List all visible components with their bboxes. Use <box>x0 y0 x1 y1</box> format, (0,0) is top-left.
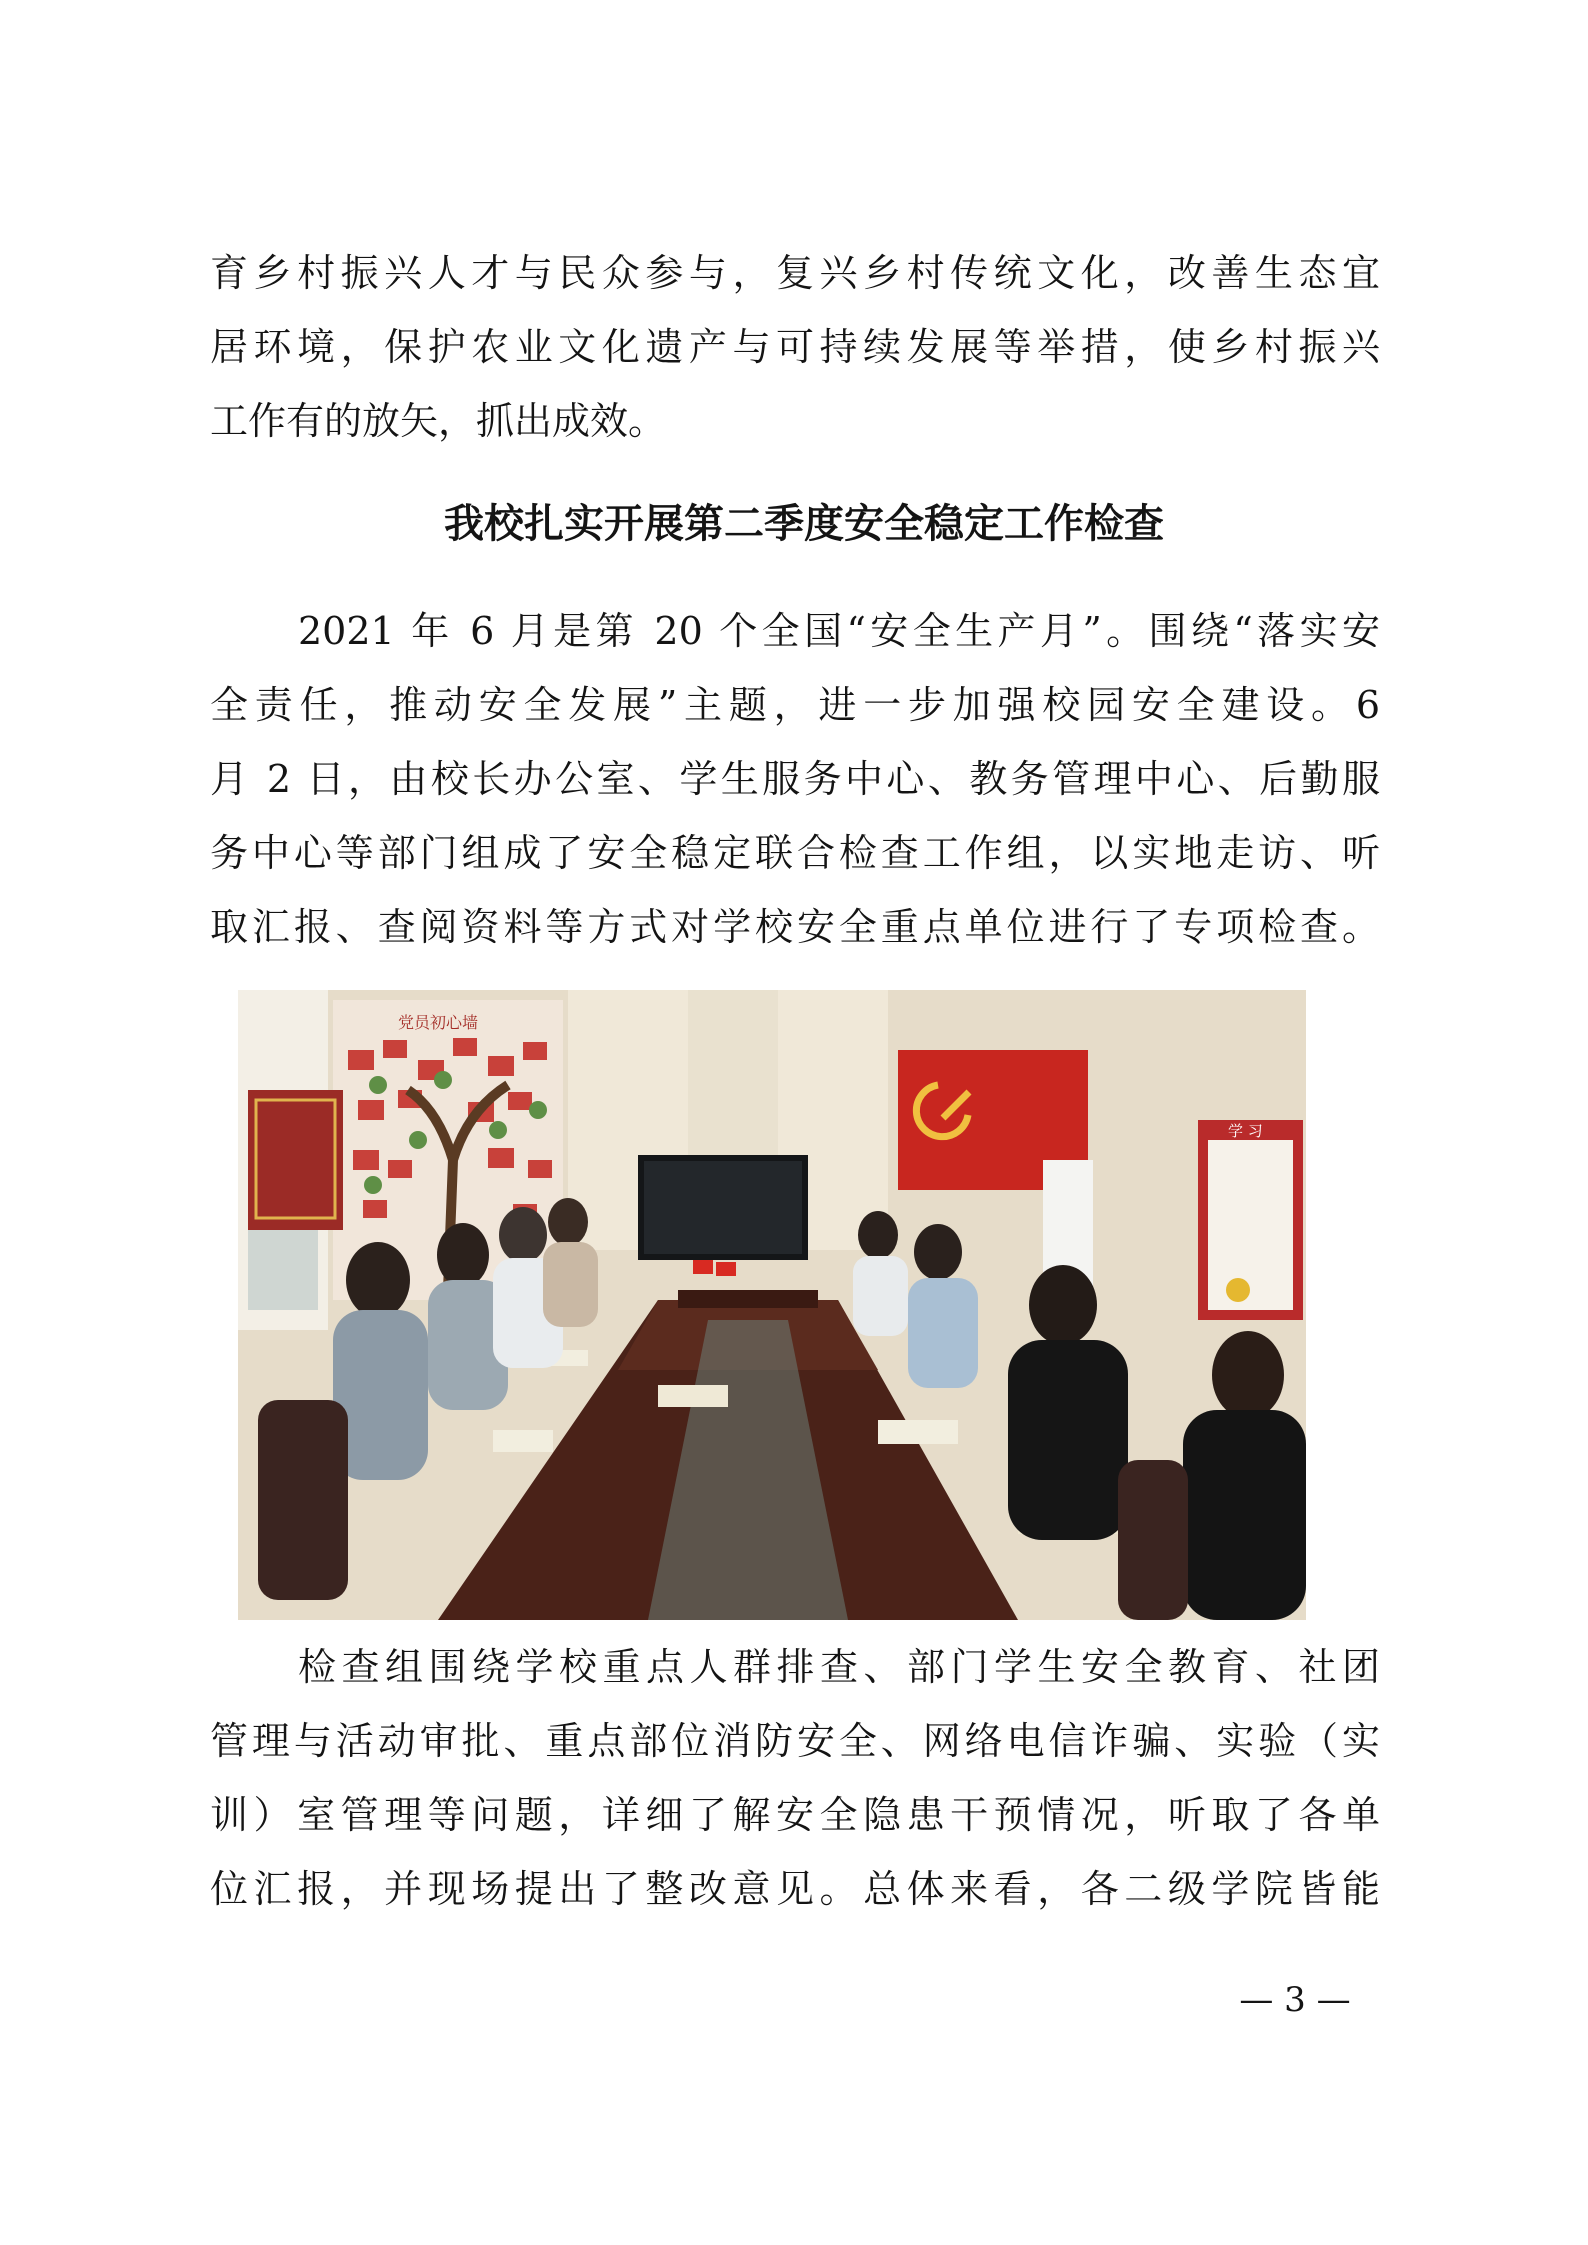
top-paragraph-line-3: 工作有的放矢，抓出成效。 <box>210 399 667 443</box>
paragraph2-line-2: 管理与活动审批、重点部位消防安全、网络电信诈骗、实验（实 <box>210 1719 1380 1763</box>
paragraph1-line-3: 月 2 日，由校长办公室、学生服务中心、教务管理中心、后勤服 <box>210 757 1380 801</box>
poster-text: 党员初心墙 <box>398 1013 479 1032</box>
meeting-photo <box>238 990 1306 1620</box>
top-paragraph-line-2: 居环境，保护农业文化遗产与可持续发展等举措，使乡村振兴 <box>210 325 1380 369</box>
paragraph1-line-2: 全责任，推动安全发展”主题，进一步加强校园安全建设。6 <box>210 683 1380 727</box>
paragraph1-line-5: 取汇报、查阅资料等方式对学校安全重点单位进行了专项检查。 <box>210 905 1380 949</box>
paragraph1-line-1: 2021 年 6 月是第 20 个全国“安全生产月”。围绕“落实安 <box>298 609 1380 653</box>
paragraph2-line-1: 检查组围绕学校重点人群排查、部门学生安全教育、社团 <box>298 1645 1380 1689</box>
paragraph2-line-4: 位汇报，并现场提出了整改意见。总体来看，各二级学院皆能 <box>210 1867 1380 1911</box>
paragraph2-line-3: 训）室管理等问题，详细了解安全隐患干预情况，听取了各单 <box>210 1793 1380 1837</box>
page-number: — 3 — <box>1239 1980 1351 2020</box>
paragraph1-line-4: 务中心等部门组成了安全稳定联合检查工作组，以实地走访、听 <box>210 831 1380 875</box>
board-text: 学 习 <box>1228 1122 1263 1140</box>
top-paragraph-line-1: 育乡村振兴人才与民众参与，复兴乡村传统文化，改善生态宜 <box>210 251 1380 295</box>
article-title: 我校扎实开展第二季度安全稳定工作检查 <box>444 501 1164 547</box>
